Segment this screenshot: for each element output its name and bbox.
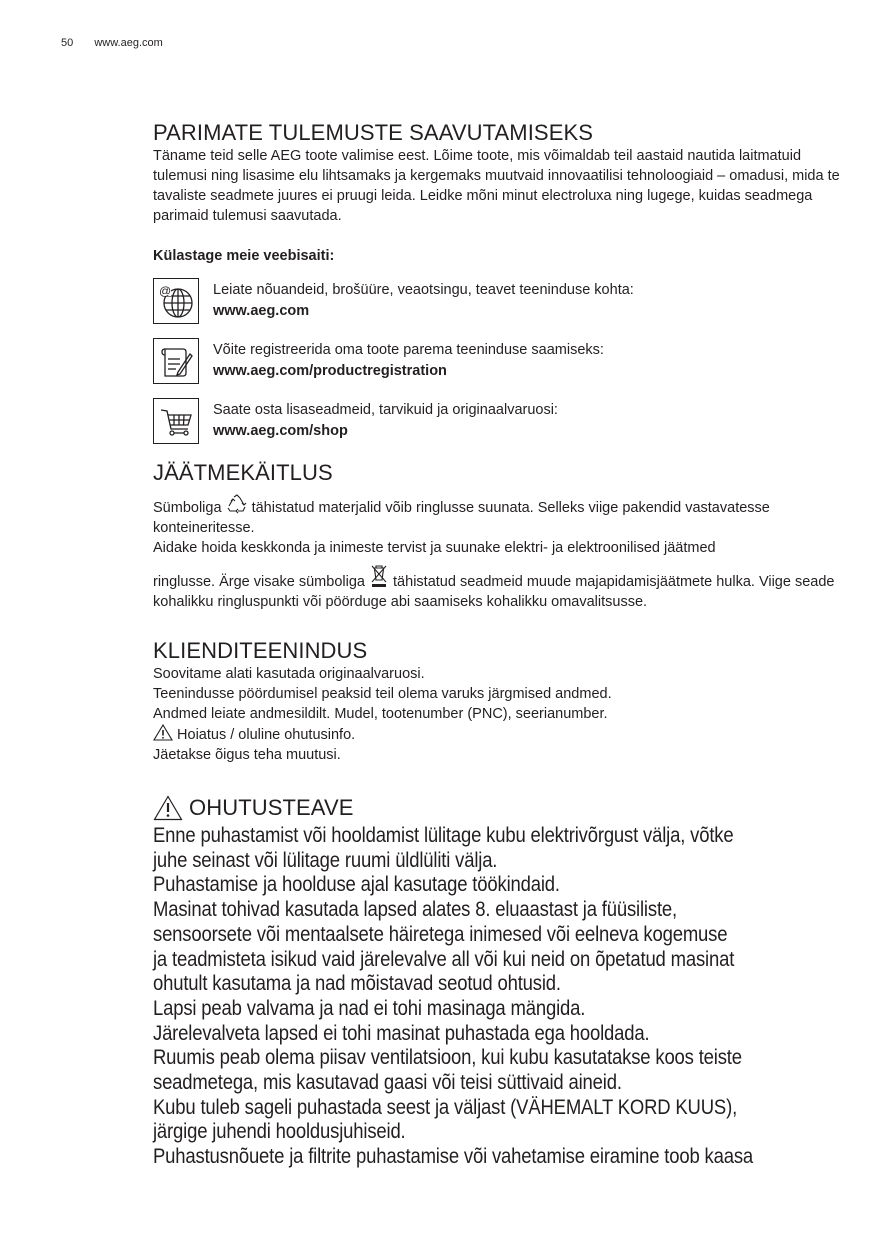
link-row-shop bbox=[153, 396, 843, 446]
crossed-bin-icon bbox=[369, 564, 389, 588]
link-registration[interactable]: www.aeg.com/productregistration bbox=[213, 363, 447, 379]
disposal-paragraph-3 bbox=[153, 564, 843, 612]
disposal-p1-after: tähistatud materjalid võib ringlusse suunata. Selleks viige pakendid vastavatesse konteineritesse. bbox=[153, 500, 770, 536]
link-shop[interactable]: www.aeg.com/shop bbox=[213, 423, 348, 439]
disposal-p1-before: Sümboliga bbox=[153, 500, 222, 516]
safety-line: Puhastusnõuete ja filtrite puhastamise või vahetamise eiramine toob kaasa bbox=[153, 1144, 754, 1169]
customer-service-line-5: Jäetakse õigus teha muutusi. bbox=[153, 747, 341, 763]
warning-text: Hoiatus / oluline ohutusinfo. bbox=[177, 727, 356, 743]
link-description-shop: Saate osta lisaseadmeid, tarvikuid ja originaalvaruosi: bbox=[213, 402, 558, 418]
safety-line: ohutult kasutama ja nad mõistavad seotud ohtusid. bbox=[153, 971, 561, 996]
best-results-title: PARIMATE TULEMUSTE SAAVUTAMISEKS bbox=[153, 120, 594, 145]
safety-line: seadmetega, mis kasutavad gaasi või teisi süttivaid aineid. bbox=[153, 1070, 622, 1095]
disposal-p3-after: tähistatud seadmeid muude majapidamisjäätmete hulka. Viige seade kohalikku ringluspunkti või pöörduge abi saamiseks kohalikku omavalitsusse. bbox=[153, 574, 835, 610]
customer-service-line-1: Soovitame alati kasutada originaalvaruosi. bbox=[153, 666, 425, 682]
warning-icon bbox=[153, 724, 173, 741]
web-globe-icon bbox=[153, 278, 199, 324]
safety-line: Ruumis peab olema piisav ventilatsioon, kui kubu kasutatakse koos teiste bbox=[153, 1045, 742, 1070]
safety-line: Enne puhastamist või hooldamist lülitage kubu elektrivõrgust välja, võtke bbox=[153, 823, 734, 847]
svg-text:@: @ bbox=[159, 284, 172, 298]
visit-heading: Külastage meie veebisaiti: bbox=[153, 248, 335, 264]
safety-line: Lapsi peab valvama ja nad ei tohi masinaga mängida. bbox=[153, 995, 586, 1020]
recycling-icon bbox=[226, 494, 248, 514]
customer-service-line-4 bbox=[153, 724, 843, 745]
disposal-p3-before: ringlusse. Ärge visake sümboliga bbox=[153, 574, 365, 590]
best-results-section bbox=[153, 120, 843, 446]
page-header bbox=[61, 37, 163, 49]
disposal-paragraph-2: Aidake hoida keskkonda ja inimeste tervist ja suunake elektri- ja elektroonilised jäätmed bbox=[153, 540, 716, 556]
customer-service-section bbox=[153, 638, 843, 765]
link-website[interactable]: www.aeg.com bbox=[213, 303, 310, 319]
customer-service-line-2: Teenindusse pöördumisel peaksid teil olema varuks järgmised andmed. bbox=[153, 686, 612, 702]
safety-warning-icon bbox=[153, 795, 183, 821]
safety-title: OHUTUSTEAVE bbox=[189, 795, 354, 820]
safety-line: järgige juhendi hooldusjuhiseid. bbox=[153, 1119, 406, 1144]
best-results-intro: Täname teid selle AEG toote valimise eest. Lõime toote, mis võimaldab teil aastaid nautida laitmatuid tulemusi ning lisasime elu lihtsamaks ja kergemaks muutvaid innovaatilisi tehnoloogiaid – omadusi, mida te tavaliste seadmete juures ei pruugi leida. Leidke mõni minut electroluxa ning lugege, kuidas seadmega parimaid tulemusi saavutada. bbox=[153, 148, 840, 224]
page-number: 50 bbox=[61, 37, 74, 49]
safety-line: Masinat tohivad kasutada lapsed alates 8. eluaastast ja füüsiliste, bbox=[153, 897, 677, 922]
disposal-section bbox=[153, 460, 843, 612]
safety-line: juhe seinast või lülitage ruumi üldlüliti välja. bbox=[153, 847, 498, 872]
registration-form-icon bbox=[153, 338, 199, 384]
safety-heading bbox=[153, 795, 843, 821]
link-description-registration: Võite registreerida oma toote parema teeninduse saamiseks: bbox=[213, 342, 604, 358]
link-row-registration bbox=[153, 336, 843, 386]
safety-section bbox=[153, 795, 843, 1169]
header-site: www.aeg.com bbox=[94, 37, 163, 49]
safety-text bbox=[153, 823, 843, 1169]
safety-line: Puhastamise ja hoolduse ajal kasutage töökindaid. bbox=[153, 872, 560, 897]
safety-line: ja teadmisteta isikud vaid järelevalve all või kui neid on õpetatud masinat bbox=[153, 946, 735, 971]
safety-line: Järelevalveta lapsed ei tohi masinat puhastada ega hooldada. bbox=[153, 1020, 650, 1045]
safety-line: Kubu tuleb sageli puhastada seest ja väljast (VÄHEMALT KORD KUUS), bbox=[153, 1094, 738, 1119]
disposal-title: JÄÄTMEKÄITLUS bbox=[153, 460, 333, 485]
disposal-paragraph-1 bbox=[153, 494, 843, 538]
shopping-cart-icon bbox=[153, 398, 199, 444]
page-content bbox=[153, 120, 843, 1169]
customer-service-line-3: Andmed leiate andmesildilt. Mudel, tootenumber (PNC), seerianumber. bbox=[153, 706, 608, 722]
customer-service-title: KLIENDITEENINDUS bbox=[153, 638, 368, 663]
link-description-website: Leiate nõuandeid, brošüüre, veaotsingu, teavet teeninduse kohta: bbox=[213, 282, 634, 298]
link-row-website bbox=[153, 276, 843, 326]
safety-line: sensoorsete või mentaalsete häiretega inimesed või eelneva kogemuse bbox=[153, 921, 728, 946]
